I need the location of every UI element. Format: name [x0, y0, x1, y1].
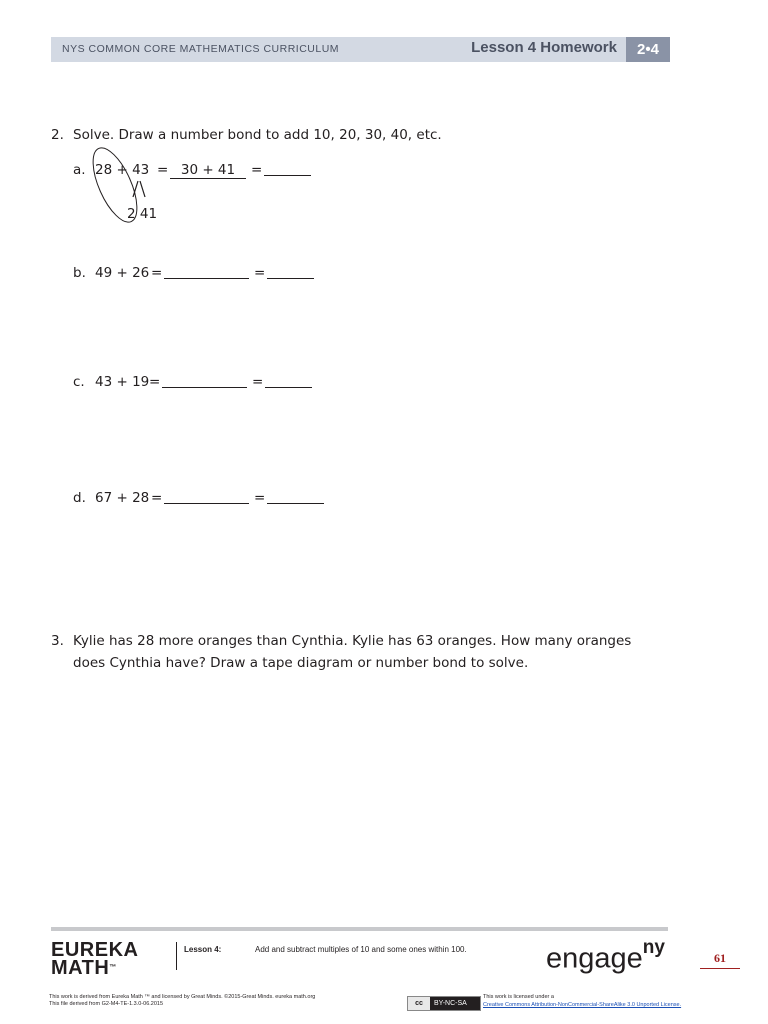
part-a-equals-2: =: [251, 162, 263, 178]
footer-rule: [51, 927, 668, 931]
part-b-letter: b.: [73, 265, 86, 281]
part-a-expression: 28 + 43: [95, 162, 150, 178]
problem-3-number: 3.: [51, 633, 64, 649]
part-b-expression: 49 + 26: [95, 265, 150, 281]
module-tag: 2•4: [626, 37, 670, 62]
eureka-math-logo: EUREKA MATH™: [51, 939, 139, 979]
engageny-logo: engage$^{ny}$: [546, 937, 665, 975]
footer-lesson-label: Lesson 4:: [184, 945, 222, 954]
part-b-equals-1: =: [151, 265, 163, 281]
part-b-blank-2[interactable]: [267, 265, 314, 279]
part-c-blank-1[interactable]: [162, 374, 247, 388]
part-d-equals-1: =: [151, 490, 163, 506]
credit-line-1: This work is derived from Eureka Math ™ and licensed by Great Minds. ©2015-Great Minds. eureka math.org: [49, 994, 316, 1000]
part-c-equals-1: =: [149, 374, 161, 390]
problem-3-work-area[interactable]: [73, 690, 673, 910]
part-d-blank-2[interactable]: [267, 490, 324, 504]
page-number: 61: [700, 951, 740, 969]
part-c-equals-2: =: [252, 374, 264, 390]
part-c-expression: 43 + 19: [95, 374, 150, 390]
part-c-blank-2[interactable]: [265, 374, 312, 388]
license-link[interactable]: Creative Commons Attribution-NonCommercial-ShareAlike 3.0 Unported License.: [483, 1002, 682, 1008]
part-d-equals-2: =: [254, 490, 266, 506]
part-b-blank-1[interactable]: [164, 265, 249, 279]
problem-2-prompt: Solve. Draw a number bond to add 10, 20, 30, 40, etc.: [73, 127, 442, 143]
cc-icon: cc: [408, 997, 430, 1010]
part-d-blank-1[interactable]: [164, 490, 249, 504]
part-a-blank[interactable]: [264, 162, 311, 176]
license-line-1: This work is licensed under a: [483, 994, 554, 1000]
lesson-title: Lesson 4 Homework: [471, 39, 617, 56]
problem-2-number: 2.: [51, 127, 64, 143]
part-b-equals-2: =: [254, 265, 266, 281]
part-a-bond-parts: 2 41: [127, 206, 158, 222]
problem-3-line-1: Kylie has 28 more oranges than Cynthia. Kylie has 63 oranges. How many oranges: [73, 633, 632, 649]
footer-divider: [176, 942, 177, 970]
curriculum-label: NYS COMMON CORE MATHEMATICS CURRICULUM: [62, 43, 340, 55]
part-a-equals-1: =: [157, 162, 169, 178]
creative-commons-badge[interactable]: cc BY-NC-SA: [407, 996, 481, 1011]
credit-line-2: This file derived from G2-M4-TE-1.3.0-06.2015: [49, 1001, 164, 1007]
part-c-letter: c.: [73, 374, 85, 390]
problem-3-line-2: does Cynthia have? Draw a tape diagram or number bond to solve.: [73, 655, 529, 671]
part-a-letter: a.: [73, 162, 86, 178]
part-a-answer: 30 + 41: [170, 162, 246, 179]
footer-lesson-description: Add and subtract multiples of 10 and some ones within 100.: [255, 945, 467, 954]
part-d-letter: d.: [73, 490, 86, 506]
part-d-expression: 67 + 28: [95, 490, 150, 506]
